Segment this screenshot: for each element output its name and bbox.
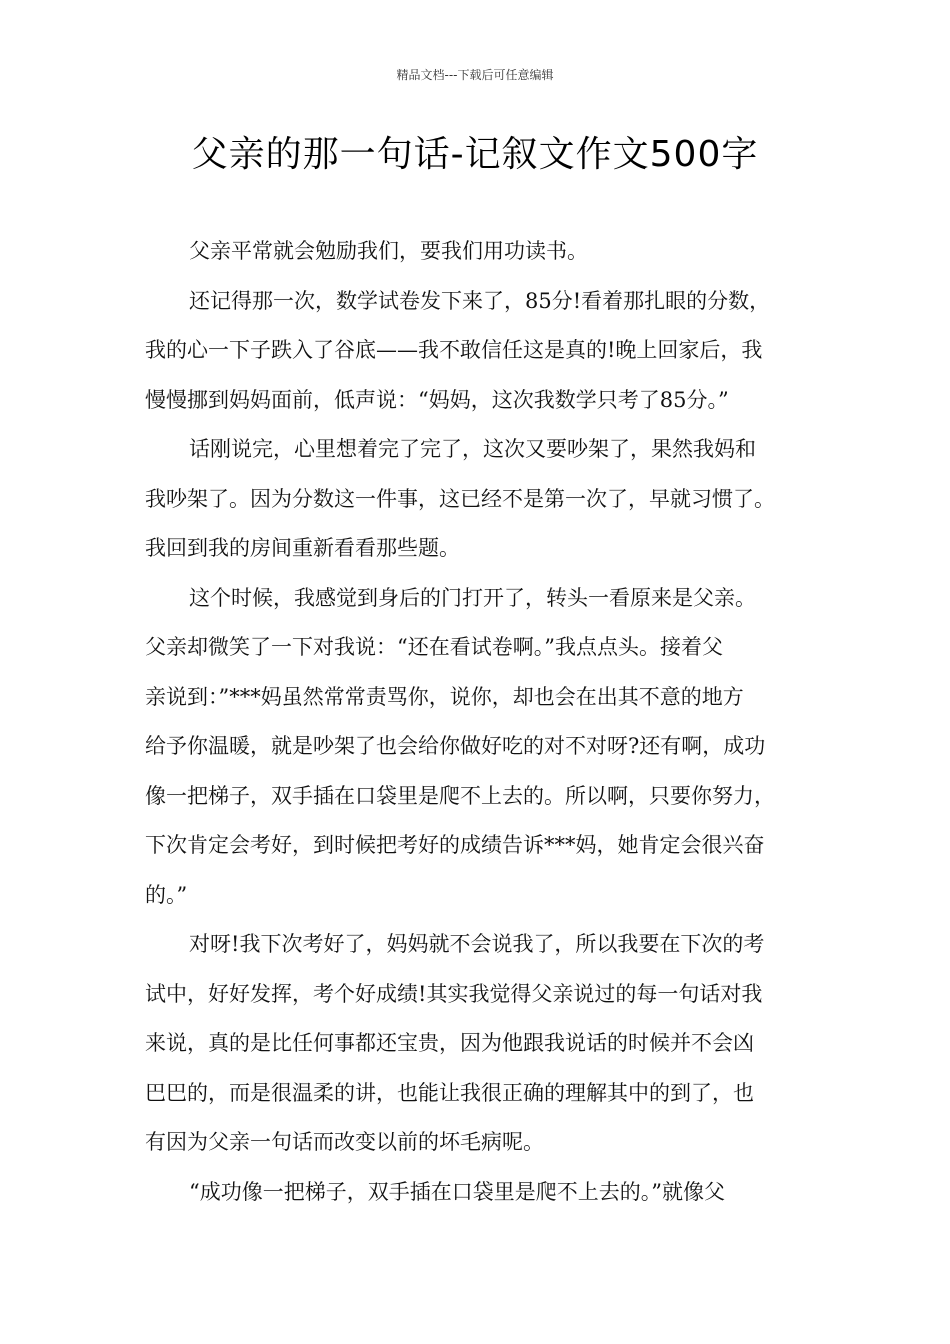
text-line: 这个时候，我感觉到身后的门打开了，转头一看原来是父亲。: [189, 585, 756, 610]
text-line: 我回到我的房间重新看看那些题。: [145, 536, 460, 560]
text-line: “成功像一把梯子，双手插在口袋里是爬不上去的。”就像父: [189, 1179, 725, 1204]
text-line: 试中，好好发挥，考个好成绩!其实我觉得父亲说过的每一句话对我: [145, 981, 763, 1006]
text-line: 亲说到：”***妈虽然常常责骂你，说你，却也会在出其不意的地方: [145, 684, 744, 709]
document-body: [145, 227, 825, 1217]
text-line: 像一把梯子，双手插在口袋里是爬不上去的。所以啊，只要你努力，: [145, 783, 775, 808]
text-line: 我吵架了。因为分数这一件事，这已经不是第一次了，早就习惯了。: [145, 486, 775, 511]
text-line: 父亲却微笑了一下对我说：“还在看试卷啊。”我点点头。接着父: [145, 635, 723, 659]
text-line: 巴巴的，而是很温柔的讲，也能让我很正确的理解其中的到了，也: [145, 1080, 754, 1105]
text-line: 慢慢挪到妈妈面前，低声说：“妈妈，这次我数学只考了85分。”: [145, 387, 729, 412]
text-line: 来说，真的是比任何事都还宝贵，因为他跟我说话的时候并不会凶: [145, 1031, 754, 1055]
text-line: 给予你温暖，就是吵架了也会给你做好吃的对不对呀?还有啊，成功: [145, 734, 766, 758]
text-line: 还记得那一次，数学试卷发下来了，85分!看着那扎眼的分数，: [189, 288, 771, 313]
text-line: 我的心一下子跌入了谷底——我不敢信任这是真的!晚上回家后，我: [145, 338, 763, 362]
header-note: 精品文档---下载后可任意编辑: [396, 68, 554, 82]
text-line: 父亲平常就会勉励我们，要我们用功读书。: [189, 239, 588, 263]
text-line: 话刚说完，心里想着完了完了，这次又要吵架了，果然我妈和: [189, 437, 756, 461]
text-line: 有因为父亲一句话而改变以前的坏毛病呢。: [145, 1130, 544, 1154]
document-title: 父亲的那一句话-记叙文作文500字: [191, 134, 759, 175]
text-line: 对呀!我下次考好了，妈妈就不会说我了，所以我要在下次的考: [189, 932, 765, 956]
text-line: 的。”: [145, 882, 188, 907]
text-line: 下次肯定会考好，到时候把考好的成绩告诉***妈，她肯定会很兴奋: [145, 833, 765, 857]
